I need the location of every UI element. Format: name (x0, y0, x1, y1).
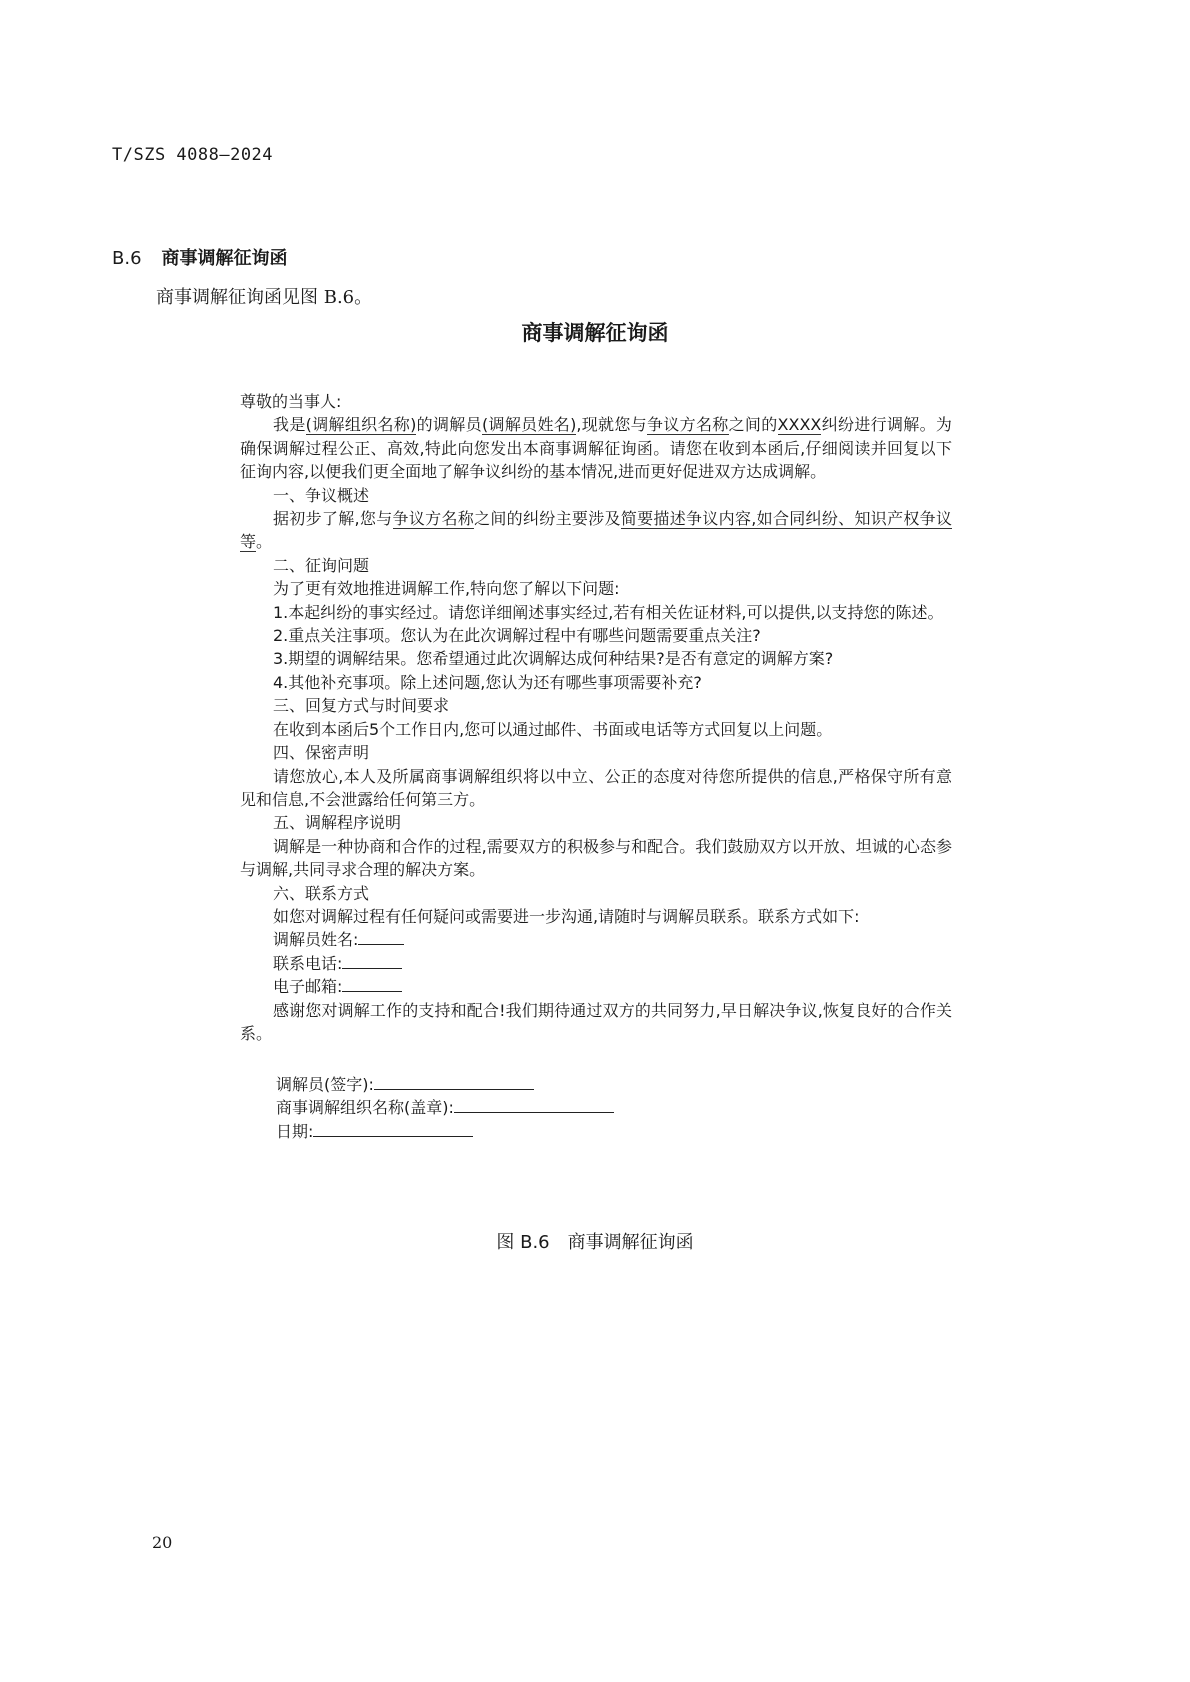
section-intro: 商事调解征询函见图 B.6。 (156, 287, 373, 308)
contact-email-row (240, 975, 952, 998)
sign-mediator-line (374, 1074, 534, 1090)
overview-text-3: 。 (256, 532, 273, 552)
section-number: B.6 (112, 248, 142, 269)
letter-body (240, 390, 952, 1045)
page-number: 20 (152, 1533, 173, 1552)
question-4: 4.其他补充事项。除上述问题,您认为还有哪些事项需要补充? (273, 672, 702, 692)
overview-party-placeholder: 争议方名称 (392, 509, 475, 529)
contact-name-label: 调解员姓名: (273, 930, 359, 950)
heading-dispute-overview: 一、争议概述 (273, 485, 370, 505)
sign-org-row (276, 1096, 614, 1119)
dispute-placeholder: XXXX (777, 415, 822, 435)
sign-org-label: 商事调解组织名称(盖章): (276, 1098, 454, 1118)
sign-mediator-label: 调解员(签字): (276, 1075, 374, 1094)
heading-procedure: 五、调解程序说明 (273, 813, 402, 833)
contact-phone-row (240, 952, 952, 975)
overview-text-1: 据初步了解,您与 (273, 509, 393, 529)
sign-org-line (454, 1097, 614, 1113)
confidentiality-paragraph: 请您放心,本人及所属商事调解组织将以中立、公正的态度对待您所提供的信息,严格保守所有意见和信息,不会泄露给任何第三方。 (240, 766, 952, 809)
dispute-description-placeholder: 简要描述争议内容,如合同纠纷、知识产权争议等 (240, 509, 952, 552)
overview-text-2: 之间的纠纷主要涉及 (474, 509, 621, 529)
salutation: 尊敬的当事人: (240, 392, 342, 411)
sign-date-label: 日期: (276, 1121, 314, 1141)
opening-text-1: 我是 (273, 415, 306, 435)
opening-text-3: ,现就您与 (576, 415, 647, 435)
letter-title: 商事调解征询函 (521, 321, 669, 345)
question-2: 2.重点关注事项。您认为在此次调解过程中有哪些问题需要重点关注? (273, 626, 761, 646)
questions-intro: 为了更有效地推进调解工作,特向您了解以下问题: (273, 579, 620, 599)
contact-phone-blank (342, 953, 402, 969)
figure-caption (0, 1228, 1190, 1254)
procedure-paragraph: 调解是一种协商和合作的过程,需要双方的积极参与和配合。我们鼓励双方以开放、坦诚的心态参与调解,共同寻求合理的解决方案。 (240, 836, 952, 880)
contact-phone-label: 联系电话: (273, 953, 343, 973)
overview-paragraph (240, 507, 952, 554)
heading-confidentiality: 四、保密声明 (273, 743, 370, 763)
contact-email-blank (342, 976, 402, 992)
sign-mediator-row (276, 1073, 614, 1096)
heading-inquiry-questions: 二、征询问题 (273, 555, 370, 575)
figure-title: 商事调解征询函 (567, 1232, 694, 1253)
standard-code: T/SZS 4088—2024 (112, 145, 274, 165)
org-name-placeholder: (调解组织名称) (305, 415, 417, 435)
heading-reply-method: 三、回复方式与时间要求 (273, 696, 450, 716)
sign-date-row (276, 1120, 614, 1143)
question-3: 3.期望的调解结果。您希望通过此次调解达成何种结果?是否有意定的调解方案? (273, 649, 834, 669)
contact-paragraph: 如您对调解过程有任何疑问或需要进一步沟通,请随时与调解员联系。联系方式如下: (273, 906, 860, 926)
opening-paragraph (240, 413, 952, 483)
contact-name-blank (358, 929, 404, 945)
letter-figure (240, 318, 960, 1218)
reply-paragraph: 在收到本函后5个工作日内,您可以通过邮件、书面或电话等方式回复以上问题。 (273, 719, 833, 739)
thanks-paragraph: 感谢您对调解工作的支持和配合!我们期待通过双方的共同努力,早日解决争议,恢复良好的合作关系。 (240, 1000, 952, 1043)
contact-email-label: 电子邮箱: (273, 977, 343, 997)
heading-contact: 六、联系方式 (273, 883, 370, 903)
mediator-name-placeholder: (调解员姓名) (481, 415, 577, 435)
opening-text-4: 之间的 (728, 415, 778, 435)
opening-text-5: 纠纷进行调解。为确保调解过程公正、高效,特此向您发出本商事调解征询函。请您在收到本函后,仔细阅读并回复以下征询内容,以便我们更全面地了解争议纠纷的基本情况,进而更好促进双方达成调解。 (240, 415, 952, 482)
section-heading (112, 244, 288, 270)
figure-number: 图 B.6 (496, 1232, 550, 1253)
section-title: 商事调解征询函 (161, 248, 288, 269)
contact-name-row (240, 928, 952, 951)
party-name-placeholder: 争议方名称 (647, 415, 729, 435)
signature-block (276, 1073, 614, 1143)
question-1: 1.本起纠纷的事实经过。请您详细阐述事实经过,若有相关佐证材料,可以提供,以支持您的陈述。 (273, 602, 944, 622)
sign-date-line (313, 1121, 473, 1137)
opening-text-2: 的调解员 (416, 415, 482, 435)
